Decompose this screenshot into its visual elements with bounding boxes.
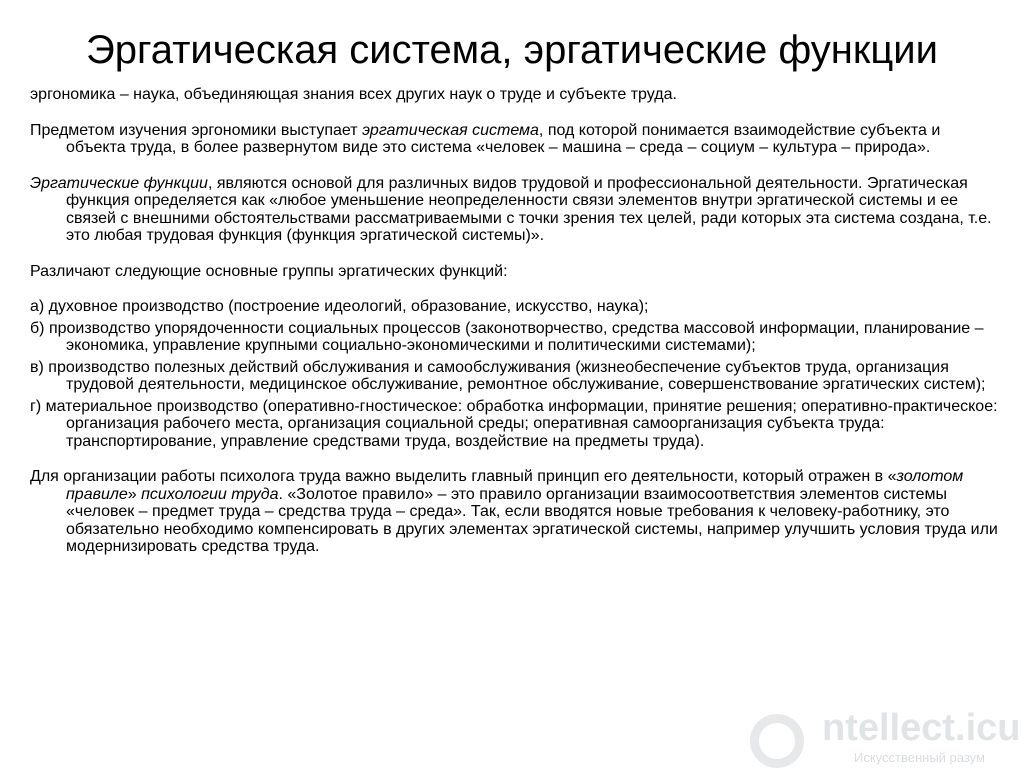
watermark — [744, 706, 1024, 768]
term-golden-rule: золотом правиле — [66, 468, 964, 503]
paragraph-subject: Предметом изучения эргономики выступает эргатическая система, под которой понимается взаимодействие субъекта и объекта труда, в более развернутом виде это система «человек – машина – среда – социум – культура – природа». — [30, 121, 941, 156]
watermark-logo-icon — [750, 714, 804, 768]
paragraph-definition: эргономика – наука, объединяющая знания всех других наук о труде и субъекте труда. — [30, 86, 677, 103]
paragraph-golden-rule: Для организации работы психолога труда важно выделить главный принцип его деятельности, который отражен в «золотом правиле» психологии труда. «Золотое правило» – это правило организации взаимосоответствия элементов системы «человек – предмет труда – средства труда – среда». Так, если вводятся новые требования к человеку-работнику, это обязательно необходимо компенсировать в других элементах эргатической системы, например улучшить условия труда или модернизировать средства труда. — [30, 468, 998, 555]
watermark-text: ntellect.icu — [822, 707, 1021, 749]
term-labor-psychology: психологии труда — [141, 485, 279, 503]
slide-body — [30, 86, 1000, 556]
list-item-c: в) производство полезных действий обслуживания и самообслуживания (жизнеобеспечение субъектов труда, организация трудовой деятельности, медицинское обслуживание, ремонтное обслуживание, совершенствование эргатических систем); — [30, 358, 986, 393]
slide-title: Эргатическая система, эргатические функции — [86, 28, 938, 72]
paragraph-groups-intro: Различают следующие основные группы эргатических функций: — [30, 262, 508, 280]
term-ergatic-functions: Эргатические функции — [30, 174, 208, 192]
watermark-subtitle: Искусственный разум — [854, 750, 985, 765]
list-item-a: а) духовное производство (построение идеологий, образование, искусство, наука); — [30, 298, 649, 315]
list-item-b: б) производство упорядоченности социальных процессов (законотворчество, средства массовой информации, планирование – экономика, управление крупными социально-экономическими и политическими системами); — [30, 319, 984, 354]
term-ergatic-system: эргатическая система — [362, 121, 539, 139]
list-item-d: г) материальное производство (оперативно-гностическое: обработка информации, принятие решения; оперативно-практическое: организация рабочего места, организация социальной среды; оперативная самоорганизация субъекта труда: транспортирование, управление средствами труда, воздействие на предметы труда). — [30, 397, 998, 450]
paragraph-functions: Эргатические функции, являются основой для различных видов трудовой и профессиональной деятельности. Эргатическая функция определяется как «любое уменьшение неопределенности связи элементов внутри эргатической системы и ее связей с внешними обстоятельствами рассматриваемыми с точки зрения тех целей, ради которых эта система создана, т.е. это любая трудовая функция (функция эргатической системы)». — [30, 174, 992, 244]
